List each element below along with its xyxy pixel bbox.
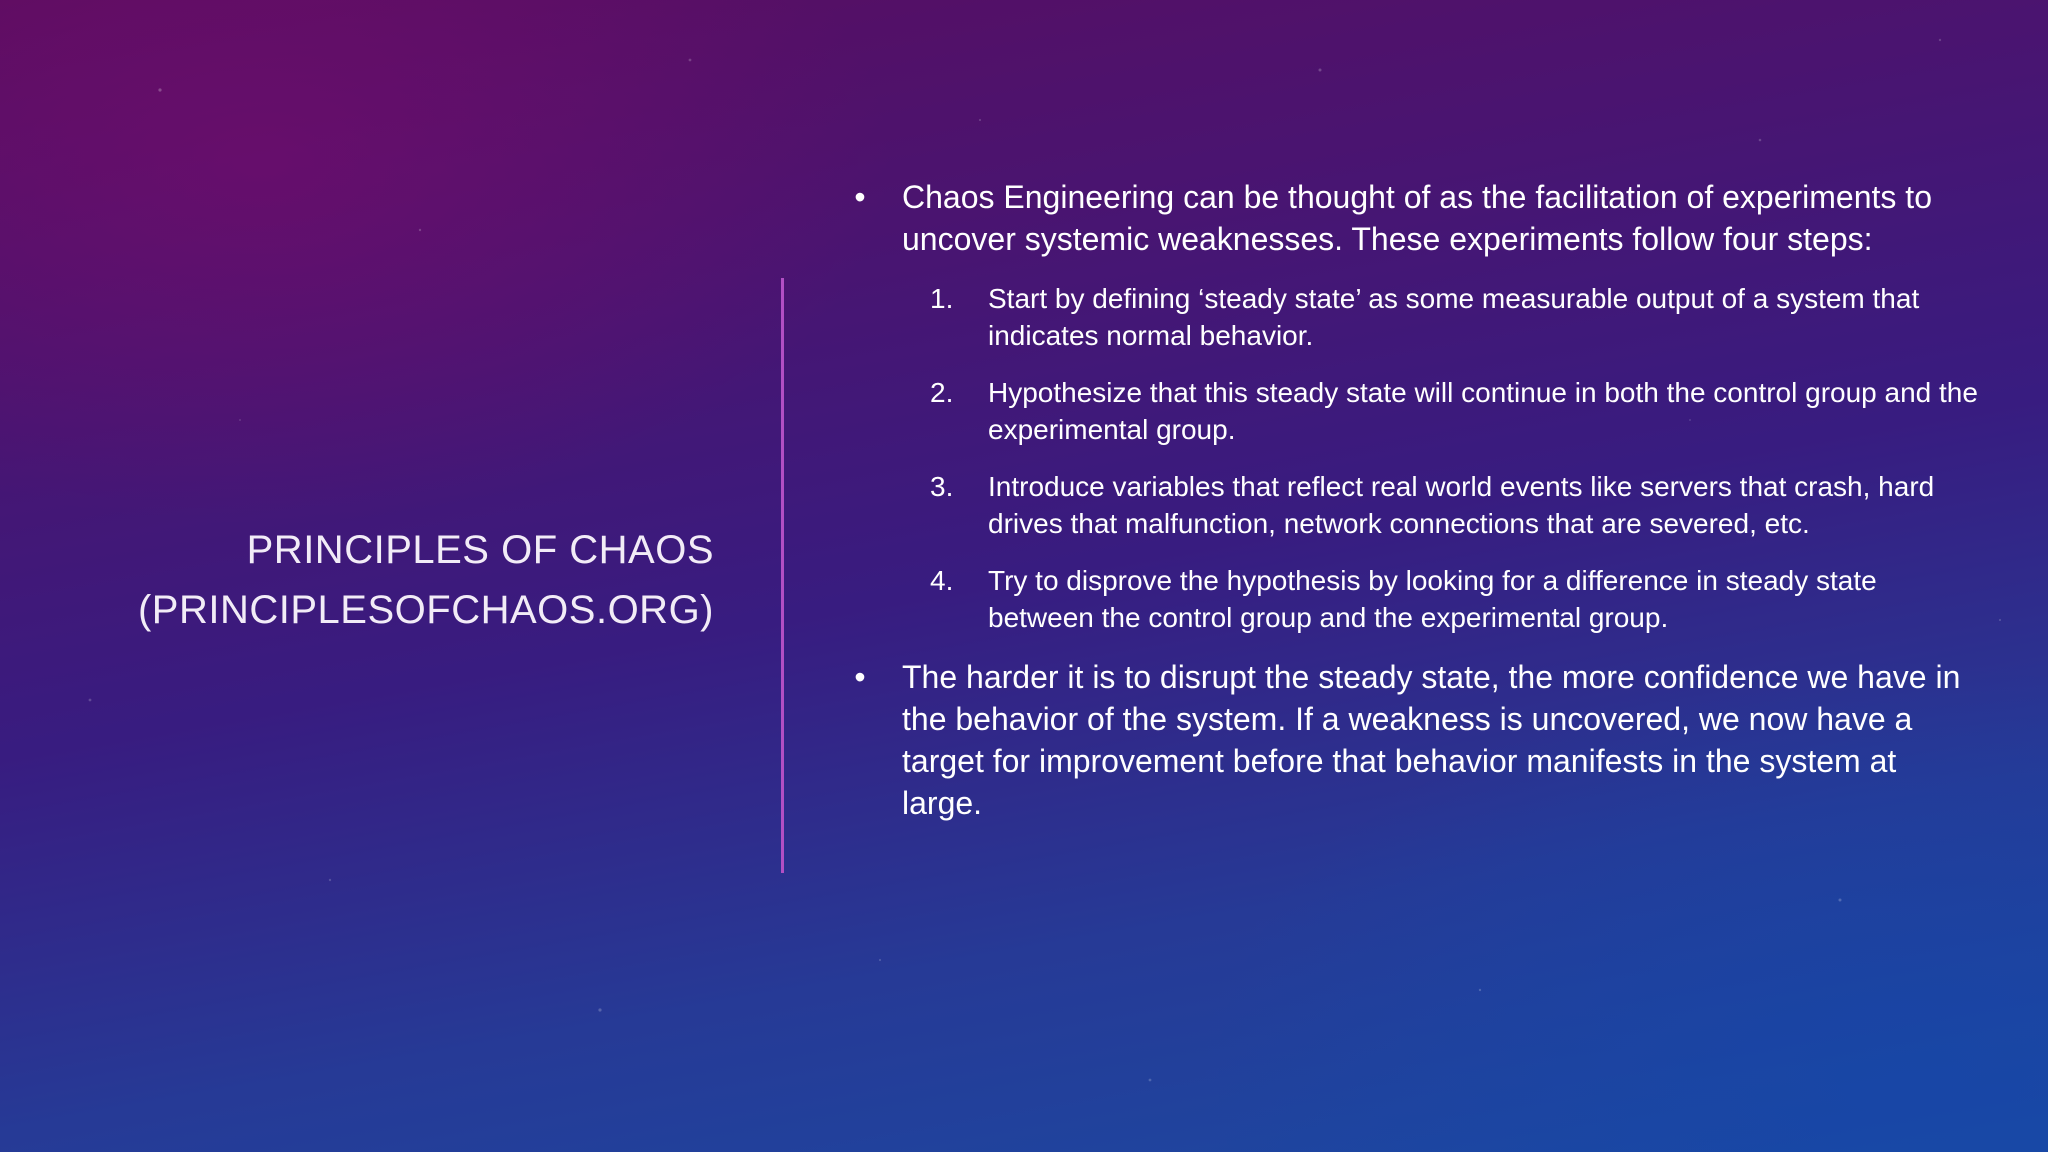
vertical-divider [781,278,784,873]
steps-list [850,280,1980,636]
step-number: 1. [930,283,954,314]
slide-body [850,176,1980,824]
list-item [850,374,1980,448]
step-number: 2. [930,377,954,408]
list-item [850,468,1980,542]
slide-title-line-1: PRINCIPLES OF CHAOS [246,528,714,572]
slide-title-line-2: (PRINCIPLESOFCHAOS.ORG) [137,588,714,632]
bullet-dot-icon: • [854,659,866,695]
bullet-item [850,656,1980,824]
step-text: Start by defining ‘steady state’ as some measurable output of a system that indicates normal behavior. [988,283,1920,351]
bullet-item [850,176,1980,260]
list-item [850,280,1980,354]
bullet-dot-icon: • [854,179,866,215]
step-number: 3. [930,471,954,502]
bullet-text: The harder it is to disrupt the steady state, the more confidence we have in the behavior of the system. If a weakness is uncovered, we now have a target for improvement before that behavior manifests in the system at large. [902,659,1961,821]
slide-title [74,520,714,640]
step-text: Try to disprove the hypothesis by looking for a difference in steady state between the control group and the experimental group. [988,565,1877,633]
step-number: 4. [930,565,954,596]
step-text: Hypothesize that this steady state will continue in both the control group and the experimental group. [988,377,1978,445]
step-text: Introduce variables that reflect real world events like servers that crash, hard drives that malfunction, network connections that are severed, etc. [988,471,1935,539]
bullet-text: Chaos Engineering can be thought of as the facilitation of experiments to uncover systemic weaknesses. These experiments follow four steps: [902,179,1932,257]
list-item [850,562,1980,636]
